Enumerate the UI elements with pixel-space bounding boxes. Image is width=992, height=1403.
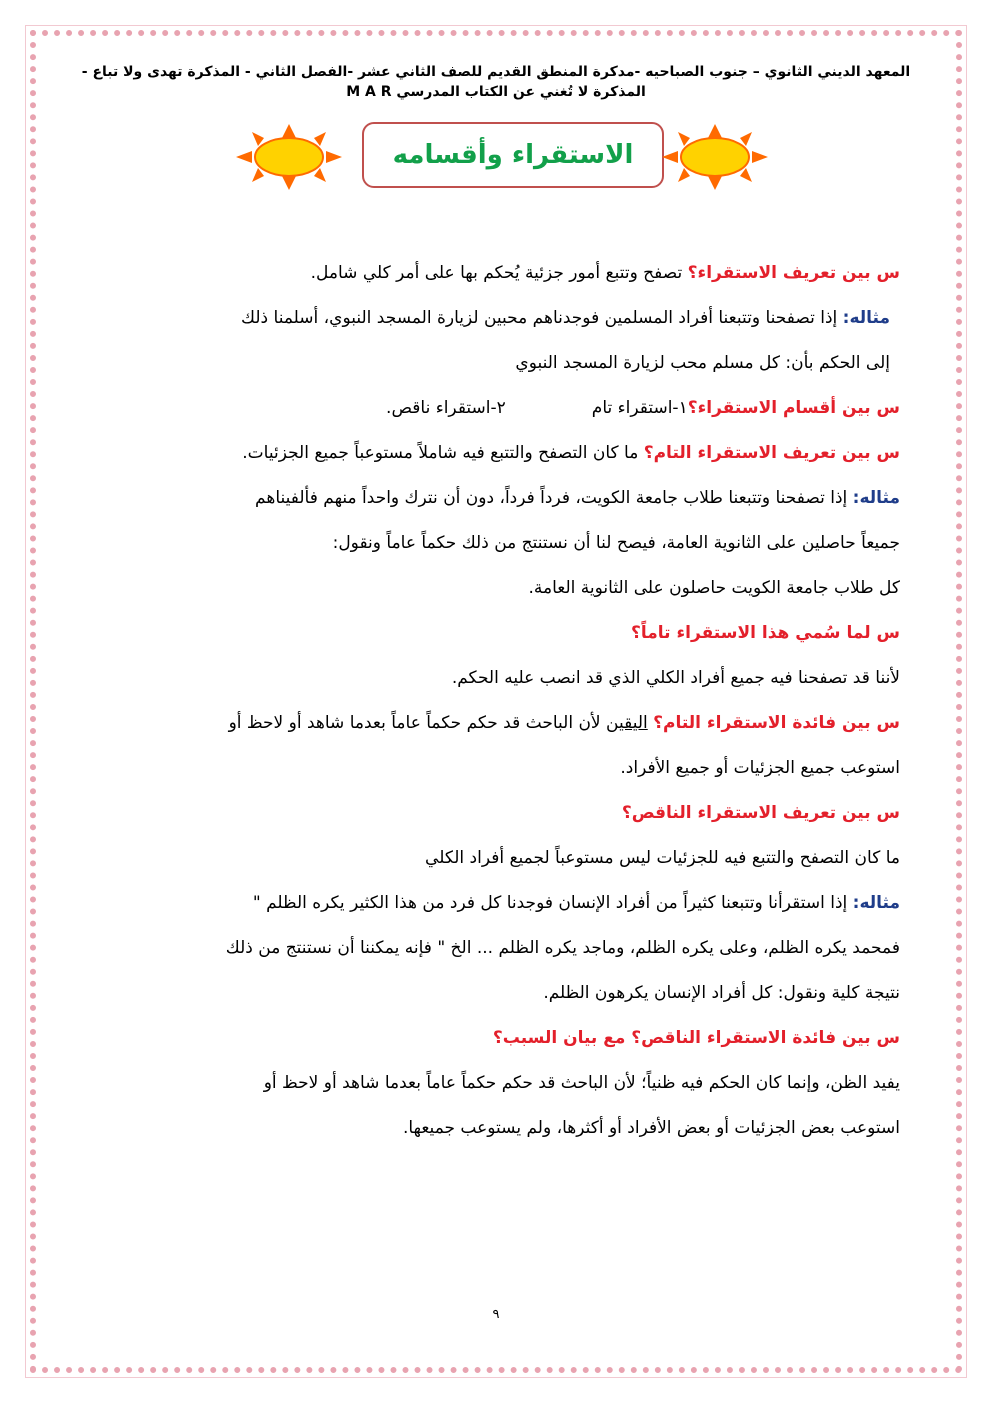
question: س لما سُمي هذا الاستقراء تاماً؟: [631, 623, 900, 643]
q7-answer-line2: استوعب بعض الجزئيات أو بعض الأفراد أو أكثرها، ولم يستوعب جميعها.: [402, 1118, 900, 1138]
example-label: مثاله:: [852, 488, 900, 508]
question: س بين أقسام الاستقراء؟: [687, 398, 900, 418]
question: س بين تعريف الاستقراء؟: [687, 263, 900, 283]
answer: تصفح وتتبع أمور جزئية يُحكم بها على أمر كلي شامل.: [310, 263, 688, 283]
example1-line2: إلى الحكم بأن: كل مسلم محب لزيارة المسجد النبوي: [515, 353, 890, 373]
example3-line3: نتيجة كلية ونقول: كل أفراد الإنسان يكرهون الظلم.: [543, 983, 900, 1003]
example-text: إذا تصفحنا وتتبعنا طلاب جامعة الكويت، فرداً فرداً، دون أن نترك واحداً منهم فألفيناهم: [255, 488, 853, 508]
title-box: [362, 122, 664, 188]
header-line-2: المذكرة لا تُغني عن الكتاب المدرسي M A R: [346, 84, 646, 100]
q1-line: [112, 258, 900, 288]
example-text: إذا تصفحنا وتتبعنا أفراد المسلمين فوجدناهم محبين لزيارة المسجد النبوي، أسلمنا ذلك: [241, 308, 843, 328]
sun-icon: [234, 122, 344, 192]
page-title: الاستقراء وأقسامه: [392, 140, 634, 170]
answer: ما كان التصفح والتتبع فيه شاملاً مستوعباً جميع الجزئيات.: [242, 443, 644, 463]
division-1: ١-استقراء تام: [591, 398, 688, 418]
example2-line2: جميعاً حاصلين على الثانوية العامة، فيصح لنا أن نستنتج من ذلك حكماً عاماً ونقول:: [332, 533, 900, 553]
page-header: [70, 62, 922, 102]
q3-line: [112, 438, 900, 468]
question: س بين فائدة الاستقراء الناقص؟ مع بيان السبب؟: [492, 1028, 900, 1048]
q2-line: [112, 393, 900, 423]
question: س بين تعريف الاستقراء الناقص؟: [621, 803, 900, 823]
example3-line2: فمحمد يكره الظلم، وعلى يكره الظلم، وماجد يكره الظلم ... الخ " فإنه يمكننا أن نستنتج من ذلك: [225, 938, 900, 958]
example-label: مثاله:: [852, 893, 900, 913]
q6-line: [112, 798, 900, 828]
content: [112, 258, 900, 1158]
example1-line1: [112, 303, 900, 333]
q5-line: [112, 708, 900, 738]
example2-line3: كل طلاب جامعة الكويت حاصلون على الثانوية العامة.: [528, 578, 900, 598]
q7-answer-line1: يفيد الظن، وإنما كان الحكم فيه ظنياً؛ لأن الباحث قد حكم حكماً عاماً بعدما شاهد أو لاحظ أو: [263, 1073, 900, 1093]
underlined-answer: اليقين: [606, 713, 648, 733]
page-number: ٩: [492, 1307, 500, 1322]
division-2: ٢-استقراء ناقص.: [386, 398, 506, 418]
example-text: إذا استقرأنا وتتبعنا كثيراً من أفراد الإنسان فوجدنا كل فرد من هذا الكثير يكره الظلم ": [252, 893, 853, 913]
sun-icon: [660, 122, 770, 192]
header-line-1: المعهد الديني الثانوي – جنوب الصباحيه -مدكرة المنطق القديم للصف الثاني عشر -الفصل الثاني - المذكرة تهدى ولا تباع -: [81, 64, 911, 80]
q7-line: [112, 1023, 900, 1053]
example2-line1: [112, 483, 900, 513]
example3-line1: [112, 888, 900, 918]
question: س بين فائدة الاستقراء التام؟: [653, 713, 900, 733]
question: س بين تعريف الاستقراء التام؟: [643, 443, 900, 463]
q5-answer-cont: استوعب جميع الجزئيات أو جميع الأفراد.: [620, 758, 900, 778]
answer: لأن الباحث قد حكم حكماً عاماً بعدما شاهد أو لاحظ أو: [228, 713, 607, 733]
q4-line: [112, 618, 900, 648]
example-label: مثاله:: [842, 308, 890, 328]
title-banner: [0, 118, 992, 198]
q6-answer: ما كان التصفح والتتبع فيه للجزئيات ليس مستوعباً لجميع أفراد الكلي: [425, 848, 900, 868]
q4-answer: لأننا قد تصفحنا فيه جميع أفراد الكلي الذي قد انصب عليه الحكم.: [451, 668, 900, 688]
